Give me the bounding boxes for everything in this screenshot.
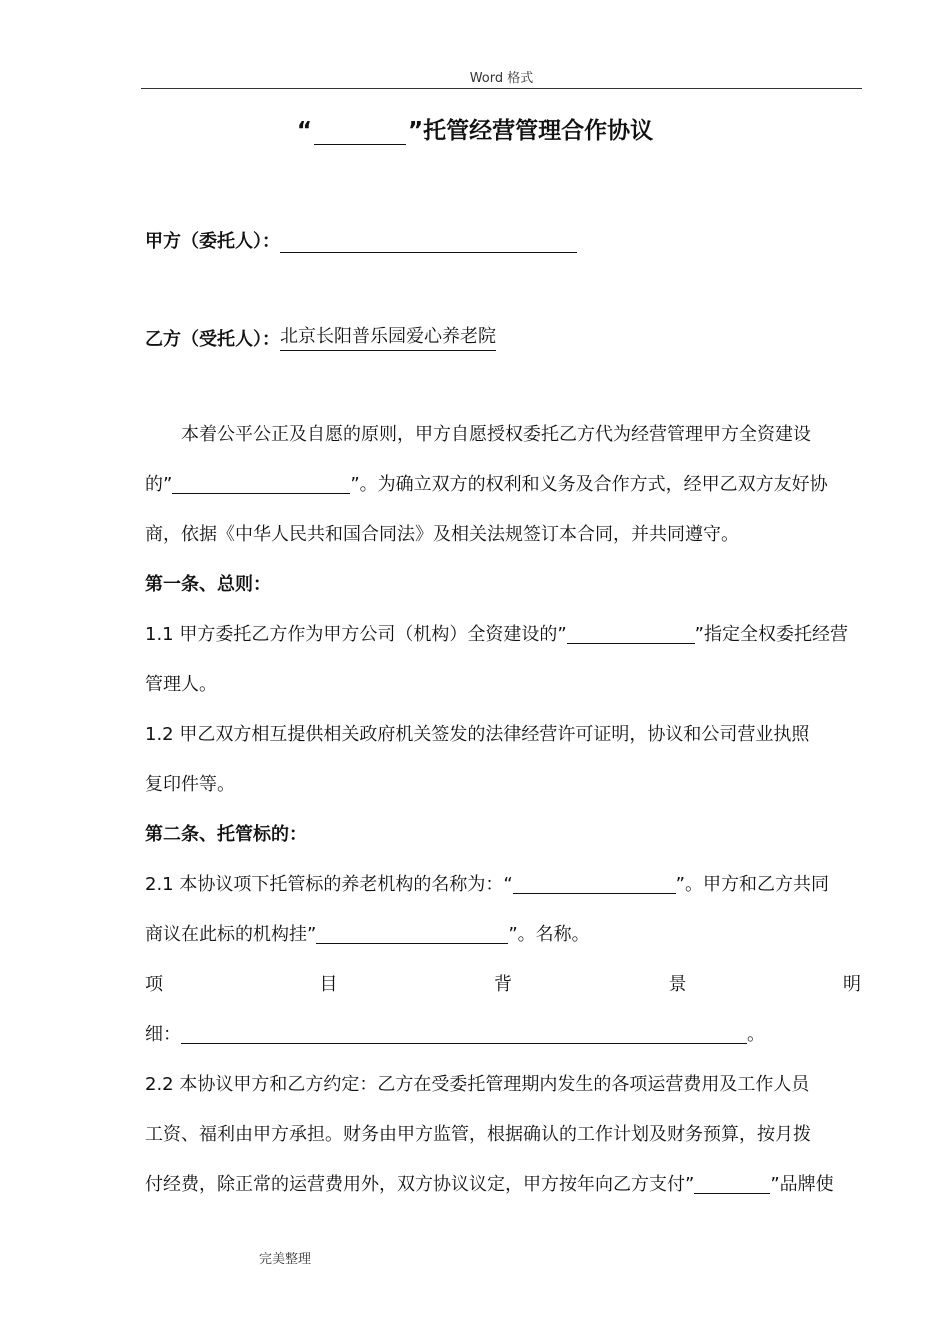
party-a-row xyxy=(145,222,577,253)
clause-text: ”品牌使 xyxy=(770,1174,834,1195)
page-header: Word 格式 xyxy=(141,70,862,89)
intro-line-2 xyxy=(145,460,861,510)
intro-line-1: 本着公平公正及自愿的原则，甲方自愿授权委托乙方代为经营管理甲方全资建设 xyxy=(181,424,811,445)
party-b-row xyxy=(145,322,496,351)
brand-fee-blank[interactable] xyxy=(694,1173,770,1194)
clause-text: ”指定全权委托经营 xyxy=(694,624,848,645)
article-2-1-line-1 xyxy=(145,860,861,910)
detail-word: 明 xyxy=(843,974,861,995)
clause-text: 付经费，除正常的运营费用外，双方协议议定，甲方按年向乙方支付” xyxy=(145,1174,695,1195)
detail-end: 。 xyxy=(747,1024,765,1045)
project-background-line-1 xyxy=(145,960,861,1010)
title-open-quote: “ xyxy=(296,118,312,144)
article-1-1-line-1 xyxy=(145,610,861,660)
party-a-label: 甲方（委托人）： xyxy=(145,231,280,252)
detail-word: 景 xyxy=(668,974,687,995)
clause-text: 1.1 甲方委托乙方作为甲方公司（机构）全资建设的” xyxy=(145,624,567,645)
project-background-line-2 xyxy=(145,1010,861,1060)
article-1-2-line-2: 复印件等。 xyxy=(145,774,235,795)
article-1-1-line-2: 管理人。 xyxy=(145,674,217,695)
detail-word: 背 xyxy=(494,974,512,995)
clause-1-1-blank[interactable] xyxy=(567,623,695,644)
intro-text: 的” xyxy=(145,474,173,495)
detail-word: 目 xyxy=(319,974,338,995)
party-a-field[interactable] xyxy=(280,222,577,253)
detail-word: 项 xyxy=(145,974,163,995)
page-footer: 完美整理 xyxy=(259,1252,312,1267)
intro-line-3: 商，依据《中华人民共和国合同法》及相关法规签订本合同，并共同遵守。 xyxy=(145,524,739,545)
clause-text: ”。甲方和乙方共同 xyxy=(675,874,829,895)
title-name-blank[interactable] xyxy=(314,114,406,145)
party-b-field[interactable]: 北京长阳普乐园爱心养老院 xyxy=(280,322,496,351)
clause-text: 商议在此标的机构挂” xyxy=(145,924,317,945)
title-text: 托管经营管理合作协议 xyxy=(423,118,654,144)
intro-text: ”。为确立双方的权利和义务及合作方式，经甲乙双方友好协 xyxy=(350,474,828,495)
detail-label: 细： xyxy=(145,1024,181,1045)
article-1-2-line-1: 1.2 甲乙双方相互提供相关政府机关签发的法律经营许可证明，协议和公司营业执照 xyxy=(145,724,810,745)
project-background-blank[interactable] xyxy=(181,1023,747,1044)
institution-name-blank[interactable] xyxy=(513,873,676,894)
party-b-label: 乙方（受托人）： xyxy=(145,329,280,350)
clause-text: ”。名称。 xyxy=(508,924,590,945)
title-close-quote: ” xyxy=(408,118,424,144)
article-2-1-line-2 xyxy=(145,910,861,960)
article-1-heading: 第一条、总则： xyxy=(145,574,271,595)
listing-name-blank[interactable] xyxy=(316,923,508,944)
article-2-heading: 第二条、托管标的： xyxy=(145,824,307,845)
document-body xyxy=(145,410,861,1210)
facility-name-blank[interactable] xyxy=(172,473,350,494)
document-title xyxy=(0,112,950,145)
article-2-2-line-1: 2.2 本协议甲方和乙方约定：乙方在受委托管理期内发生的各项运营费用及工作人员 xyxy=(145,1074,810,1095)
clause-text: 2.1 本协议项下托管标的养老机构的名称为：“ xyxy=(145,874,513,895)
article-2-2-line-3 xyxy=(145,1160,861,1210)
article-2-2-line-2: 工资、福利由甲方承担。财务由甲方监管，根据确认的工作计划及财务预算，按月拨 xyxy=(145,1124,811,1145)
